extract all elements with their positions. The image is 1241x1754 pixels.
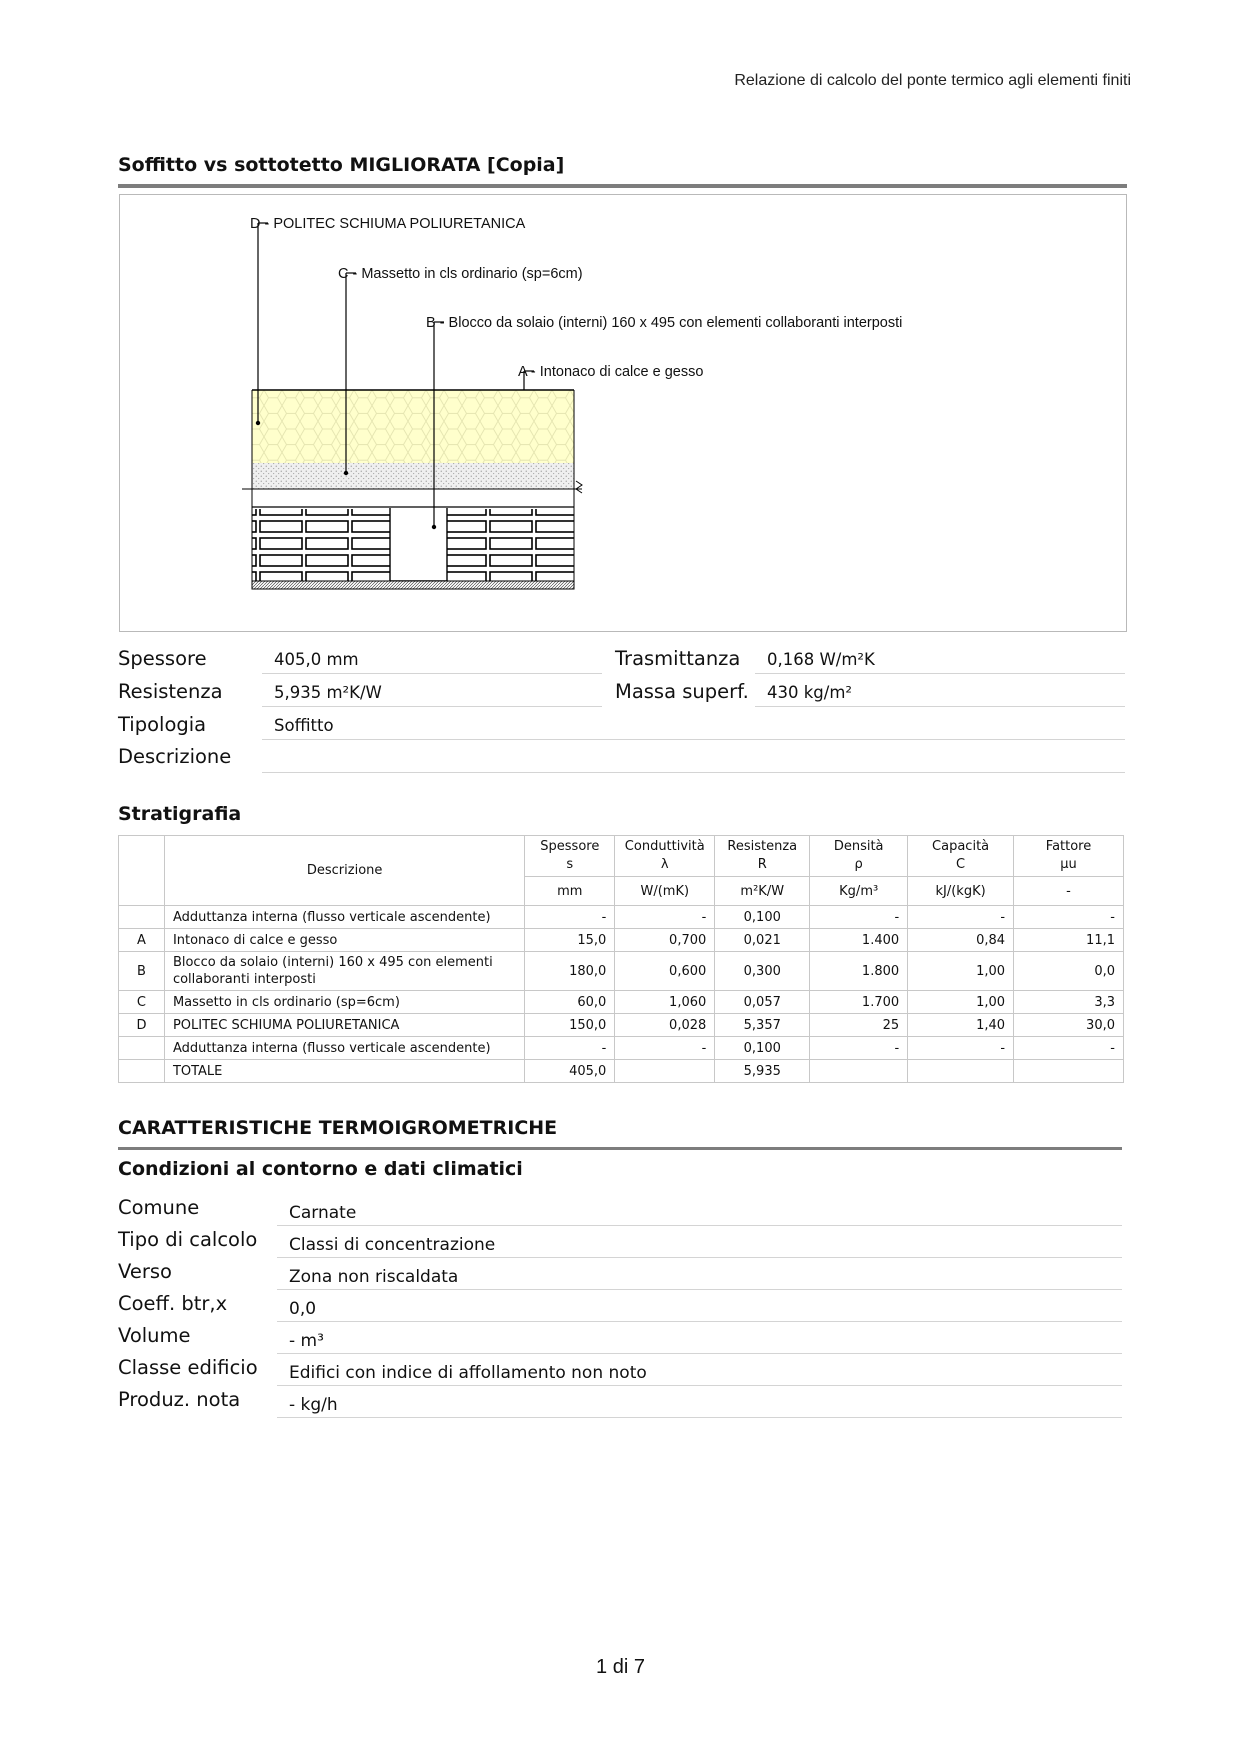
row-desc: Adduttanza interna (flusso verticale ascendente) <box>164 1037 524 1060</box>
row-mu <box>1014 1060 1124 1083</box>
stratigraphy-drawing <box>119 194 1127 632</box>
table-row <box>119 1037 1124 1060</box>
row-c: 1,40 <box>908 1014 1014 1037</box>
row-desc: Massetto in cls ordinario (sp=6cm) <box>164 991 524 1014</box>
value-tipologia: Soffitto <box>262 713 1125 740</box>
running-header: Relazione di calcolo del ponte termico agli elementi finiti <box>734 72 1131 89</box>
title-rule <box>118 184 1127 188</box>
header-capacita: Capacità C <box>908 836 1014 877</box>
label-b: B - Blocco da solaio (interni) 160 x 495 con elementi collaboranti interposti <box>426 315 903 331</box>
table-row <box>119 906 1124 929</box>
row-lambda: - <box>615 1037 715 1060</box>
row-r: 0,300 <box>715 952 810 991</box>
stratigrafia-title: Stratigrafia <box>118 803 242 825</box>
page-number: 1 di 7 <box>596 1656 645 1678</box>
row-r: 0,100 <box>715 1037 810 1060</box>
label-a: A - Intonaco di calce e gesso <box>518 364 704 380</box>
header-resistenza: Resistenza R <box>715 836 810 877</box>
row-mu: 0,0 <box>1014 952 1124 991</box>
header-conduttivita: Conduttività λ <box>615 836 715 877</box>
row-s: 405,0 <box>525 1060 615 1083</box>
row-c: 1,00 <box>908 952 1014 991</box>
value-produz-nota: - kg/h <box>277 1390 1122 1418</box>
row-r: 5,935 <box>715 1060 810 1083</box>
row-mu: 3,3 <box>1014 991 1124 1014</box>
label-verso: Verso <box>118 1260 172 1283</box>
row-mu: - <box>1014 906 1124 929</box>
row-r: 5,357 <box>715 1014 810 1037</box>
row-s: - <box>525 1037 615 1060</box>
label-tipologia: Tipologia <box>118 713 207 736</box>
row-s: 180,0 <box>525 952 615 991</box>
unit-resistenza: m²K/W <box>715 877 810 906</box>
label-coeff-btr: Coeff. btr,x <box>118 1292 228 1315</box>
value-spessore: 405,0 mm <box>262 647 602 674</box>
row-desc: Blocco da solaio (interni) 160 x 495 con elementi collaboranti interposti <box>164 952 524 991</box>
value-classe-edificio: Edifici con indice di affollamento non noto <box>277 1358 1122 1386</box>
label-d: D - POLITEC SCHIUMA POLIURETANICA <box>250 216 526 232</box>
unit-densita: Kg/m³ <box>810 877 908 906</box>
table-total-row <box>119 1060 1124 1083</box>
table-row <box>119 1014 1124 1037</box>
row-rho: 1.700 <box>810 991 908 1014</box>
table-row <box>119 929 1124 952</box>
value-tipo-calcolo: Classi di concentrazione <box>277 1230 1122 1258</box>
table-header-row <box>119 836 1124 877</box>
label-spessore: Spessore <box>118 647 207 670</box>
row-s: 60,0 <box>525 991 615 1014</box>
row-c <box>908 1060 1014 1083</box>
label-produz-nota: Produz. nota <box>118 1388 241 1411</box>
row-lambda: 0,600 <box>615 952 715 991</box>
label-trasmittanza: Trasmittanza <box>615 647 741 670</box>
row-lambda: 0,028 <box>615 1014 715 1037</box>
row-r: 0,100 <box>715 906 810 929</box>
row-code <box>119 1037 165 1060</box>
drawing-svg <box>120 195 1126 631</box>
label-volume: Volume <box>118 1324 191 1347</box>
unit-conduttivita: W/(mK) <box>615 877 715 906</box>
row-rho <box>810 1060 908 1083</box>
layer-a-plaster <box>252 581 574 589</box>
row-code: C <box>119 991 165 1014</box>
label-tipo-calcolo: Tipo di calcolo <box>118 1228 258 1251</box>
row-desc: Intonaco di calce e gesso <box>164 929 524 952</box>
value-volume: - m³ <box>277 1326 1122 1354</box>
header-densita: Densità ρ <box>810 836 908 877</box>
row-rho: - <box>810 1037 908 1060</box>
row-lambda: 1,060 <box>615 991 715 1014</box>
row-code <box>119 906 165 929</box>
layer-b-block-right <box>447 509 574 581</box>
value-resistenza: 5,935 m²K/W <box>262 680 602 707</box>
label-descrizione: Descrizione <box>118 745 232 768</box>
row-desc: Adduttanza interna (flusso verticale ascendente) <box>164 906 524 929</box>
row-s: - <box>525 906 615 929</box>
row-mu: 11,1 <box>1014 929 1124 952</box>
row-lambda: 0,700 <box>615 929 715 952</box>
label-classe-edificio: Classe edificio <box>118 1356 258 1379</box>
table-row <box>119 952 1124 991</box>
row-code: A <box>119 929 165 952</box>
header-spessore: Spessore s <box>525 836 615 877</box>
element-title: Soffitto vs sottotetto MIGLIORATA [Copia] <box>118 154 565 176</box>
row-rho: 1.800 <box>810 952 908 991</box>
value-verso: Zona non riscaldata <box>277 1262 1122 1290</box>
row-c: - <box>908 906 1014 929</box>
row-c: 0,84 <box>908 929 1014 952</box>
header-fattore: Fattore μu <box>1014 836 1124 877</box>
termo-title: CARATTERISTICHE TERMOIGROMETRICHE <box>118 1117 558 1139</box>
row-desc: TOTALE <box>164 1060 524 1083</box>
value-coeff-btr: 0,0 <box>277 1294 1122 1322</box>
layer-d-insulation <box>252 390 574 463</box>
row-lambda: - <box>615 906 715 929</box>
row-r: 0,021 <box>715 929 810 952</box>
unit-spessore: mm <box>525 877 615 906</box>
value-descrizione <box>262 745 1125 773</box>
row-c: - <box>908 1037 1014 1060</box>
unit-fattore: - <box>1014 877 1124 906</box>
layer-b-block-left <box>252 509 390 581</box>
label-resistenza: Resistenza <box>118 680 223 703</box>
table-row <box>119 991 1124 1014</box>
label-c: C - Massetto in cls ordinario (sp=6cm) <box>338 266 583 282</box>
row-code: B <box>119 952 165 991</box>
row-rho: 1.400 <box>810 929 908 952</box>
stratigrafia-table <box>118 835 1124 1083</box>
header-descrizione: Descrizione <box>164 836 524 906</box>
label-comune: Comune <box>118 1196 200 1219</box>
row-c: 1,00 <box>908 991 1014 1014</box>
row-rho: - <box>810 906 908 929</box>
termo-subtitle: Condizioni al contorno e dati climatici <box>118 1158 523 1180</box>
row-rho: 25 <box>810 1014 908 1037</box>
layer-c-screed <box>252 463 574 489</box>
row-r: 0,057 <box>715 991 810 1014</box>
value-comune: Carnate <box>277 1198 1122 1226</box>
row-mu: 30,0 <box>1014 1014 1124 1037</box>
value-trasmittanza: 0,168 W/m²K <box>755 647 1125 674</box>
unit-capacita: kJ/(kgK) <box>908 877 1014 906</box>
row-desc: POLITEC SCHIUMA POLIURETANICA <box>164 1014 524 1037</box>
row-s: 150,0 <box>525 1014 615 1037</box>
row-mu: - <box>1014 1037 1124 1060</box>
termo-rule <box>118 1147 1122 1150</box>
row-code <box>119 1060 165 1083</box>
value-massa: 430 kg/m² <box>755 680 1125 707</box>
label-massa: Massa superf. <box>615 680 749 703</box>
row-s: 15,0 <box>525 929 615 952</box>
row-code: D <box>119 1014 165 1037</box>
row-lambda <box>615 1060 715 1083</box>
